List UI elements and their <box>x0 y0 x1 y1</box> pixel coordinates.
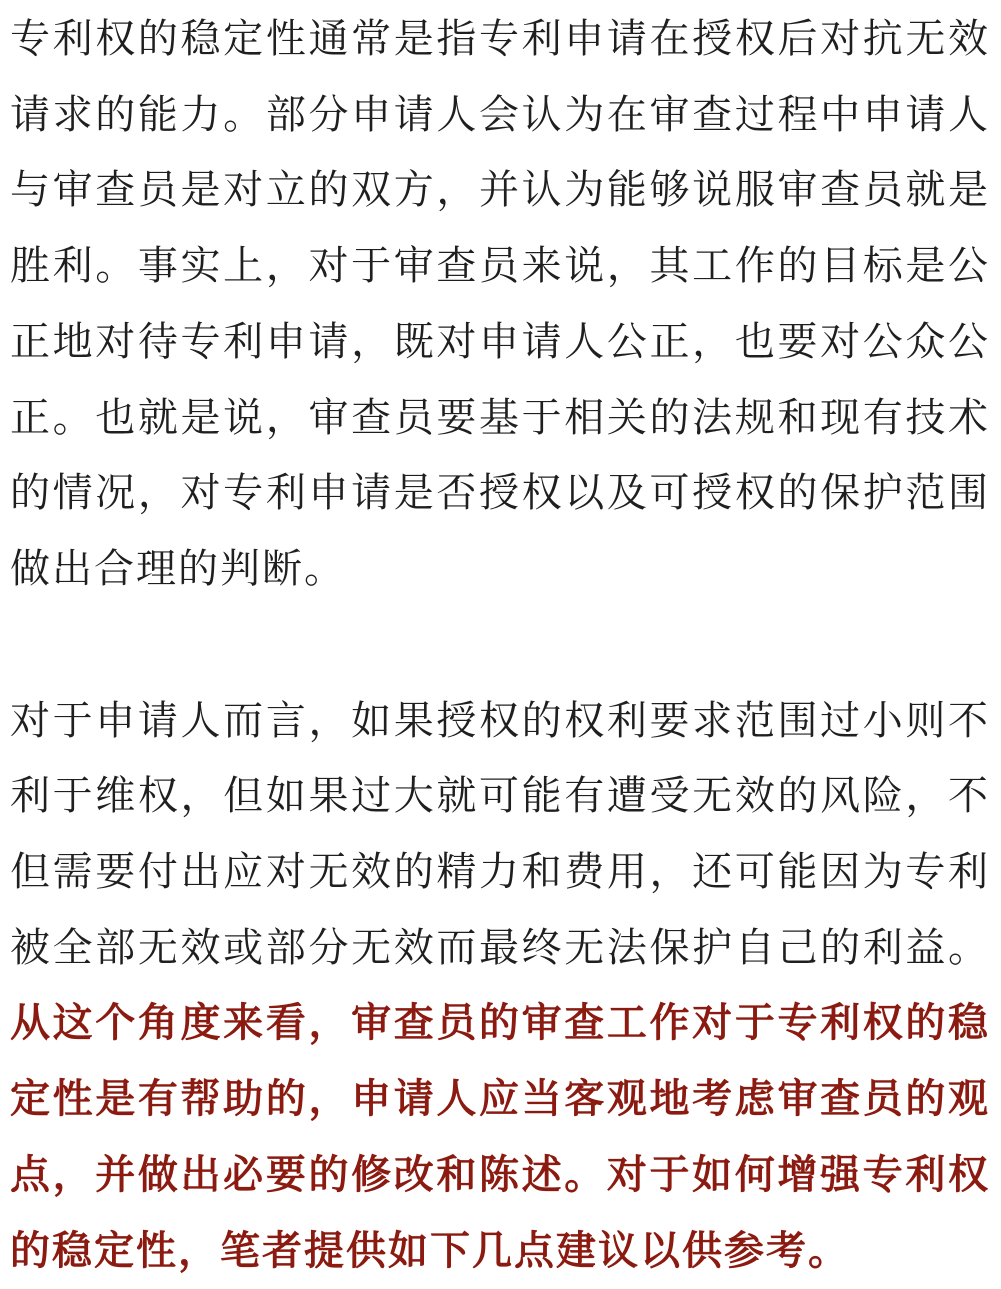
article-body <box>10 2 990 1289</box>
paragraph-emphasized-text: 从这个角度来看，审查员的审查工作对于专利权的稳定性是有帮助的，申请人应当客观地考虑审查员的观点，并做出必要的修改和陈述。对于如何增强专利权的稳定性，笔者提供如下几点建议以供参考。 <box>10 1000 990 1274</box>
paragraph-patent-stability: 专利权的稳定性通常是指专利申请在授权后对抗无效请求的能力。部分申请人会认为在审查过程中申请人与审查员是对立的双方，并认为能够说服审查员就是胜利。事实上，对于审查员来说，其工作的目标是公正地对待专利申请，既对申请人公正，也要对公众公正。也就是说，审查员要基于相关的法规和现有技术的情况，对专利申请是否授权以及可授权的保护范围做出合理的判断。 <box>10 16 990 592</box>
paragraph-normal-text: 对于申请人而言，如果授权的权利要求范围过小则不利于维权，但如果过大就可能有遭受无效的风险，不但需要付出应对无效的精力和费用，还可能因为专利被全部无效或部分无效而最终无法保护自己的利益。 <box>10 697 990 971</box>
paragraph-applicant-perspective <box>10 684 990 1289</box>
